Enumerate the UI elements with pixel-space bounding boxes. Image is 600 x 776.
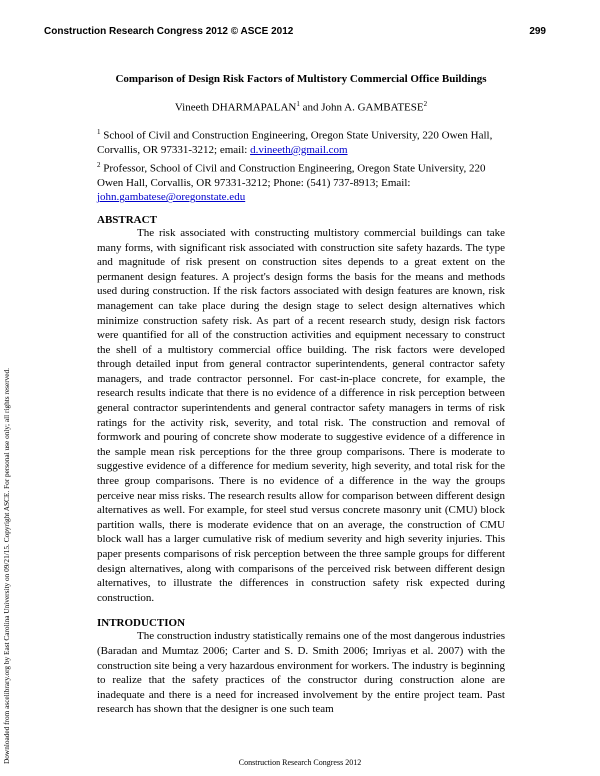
download-notice: Downloaded from ascelibrary.org by East Carolina University on 09/21/15. Copyright ASCE. For personal use only; all rights reserved. bbox=[2, 368, 11, 764]
conference-header: Construction Research Congress 2012 © ASCE 2012 bbox=[44, 26, 294, 37]
page-number: 299 bbox=[529, 26, 546, 37]
affiliation-mark: 2 bbox=[97, 160, 101, 169]
author-separator: and bbox=[299, 101, 322, 114]
author-name: John A. GAMBATESE bbox=[321, 101, 424, 114]
section-heading: INTRODUCTION bbox=[97, 617, 186, 630]
running-header bbox=[44, 26, 546, 37]
author-name: Vineeth DHARMAPALAN bbox=[174, 101, 297, 114]
affiliation-1 bbox=[97, 125, 505, 158]
affiliation-2 bbox=[97, 158, 505, 205]
paper-title: Comparison of Design Risk Factors of Multistory Commercial Office Buildings bbox=[115, 73, 487, 85]
author-line bbox=[97, 100, 505, 114]
introduction-section bbox=[97, 617, 505, 717]
author-affiliation-mark: 1 bbox=[296, 100, 300, 108]
page-footer: Construction Research Congress 2012 bbox=[238, 758, 362, 767]
abstract-text: The risk associated with constructing multistory commercial buildings can take many forms, with significant risk associated with construction site safety hazards. The type and magnitude of risk present on construction sites depends to a great extent on the permanent design features. A project's design forms the basis for the means and methods used during construction. If the risk factors associated with design features are known, risk management can take place during the design stage to select design alternatives which minimize construction safety risk. As part of a recent research study, design risk factors were quantified for all of the construction activities and equipment necessary to construct the shell of a multistory commercial office building. The risk factors were developed through detailed input from general contractor superintendents, general contractor safety managers, and trade contractor personnel. For cast-in-place concrete, for example, the research results indicate that there is no evidence of a difference in risk perception between general contractor superintendents and general contractor safety managers in terms of risk ratings for the activity risk, severity, and total risk. The construction and removal of formwork and pouring of concrete show moderate to suggestive evidence of a difference in the sample mean risk perceptions for the three group comparisons. There is moderate to suggestive evidence of a difference for medium severity, high severity, and total risk for the three group comparisons. There is no evidence of a difference in the way the groups perceive near miss risks. The research results allow for comparison between different design alternatives as well. For example, for steel stud versus concrete masonry unit (CMU) block partition walls, there is moderate evidence that on an average, the construction of CMU block wall has a larger cumulative risk of medium severity and high severity injuries. This paper presents comparisons of risk perception between the three sample groups for different design alternatives, along with comparisons of the perceived risk between different design alternatives, to illustrate the differences in construction safety risk expected during construction. bbox=[97, 226, 505, 604]
email-link[interactable]: d.vineeth@gmail.com bbox=[250, 143, 348, 156]
affiliation-text: Professor, School of Civil and Construction Engineering, Oregon State University, 220 Owen Hall, Corvallis, OR 97331-3212; Phone: (541) 737-8913; Email: bbox=[97, 162, 486, 189]
author-affiliation-mark: 2 bbox=[423, 100, 428, 108]
affiliations bbox=[97, 125, 505, 205]
abstract-section bbox=[97, 214, 505, 605]
affiliation-text: School of Civil and Construction Engineering, Oregon State University, 220 Owen Hall, Corvallis, OR 97331-3212; email: bbox=[97, 129, 493, 156]
section-heading: ABSTRACT bbox=[97, 213, 157, 226]
introduction-text: The construction industry statistically remains one of the most dangerous industries (Baradan and Mumtaz 2006; Carter and S. D. Smith 2006; Imriyas et al. 2007) with the construction site being a very hazardous environment for workers. The industry is beginning to realize that the safety practices of the constructor during construction alone are inadequate and there is a need for increased involvement by the entire project team. Past research has shown that the designer is one such team bbox=[97, 630, 505, 716]
affiliation-mark: 1 bbox=[97, 127, 101, 136]
email-link[interactable]: john.gambatese@oregonstate.edu bbox=[97, 191, 246, 204]
paper-content bbox=[97, 73, 505, 717]
